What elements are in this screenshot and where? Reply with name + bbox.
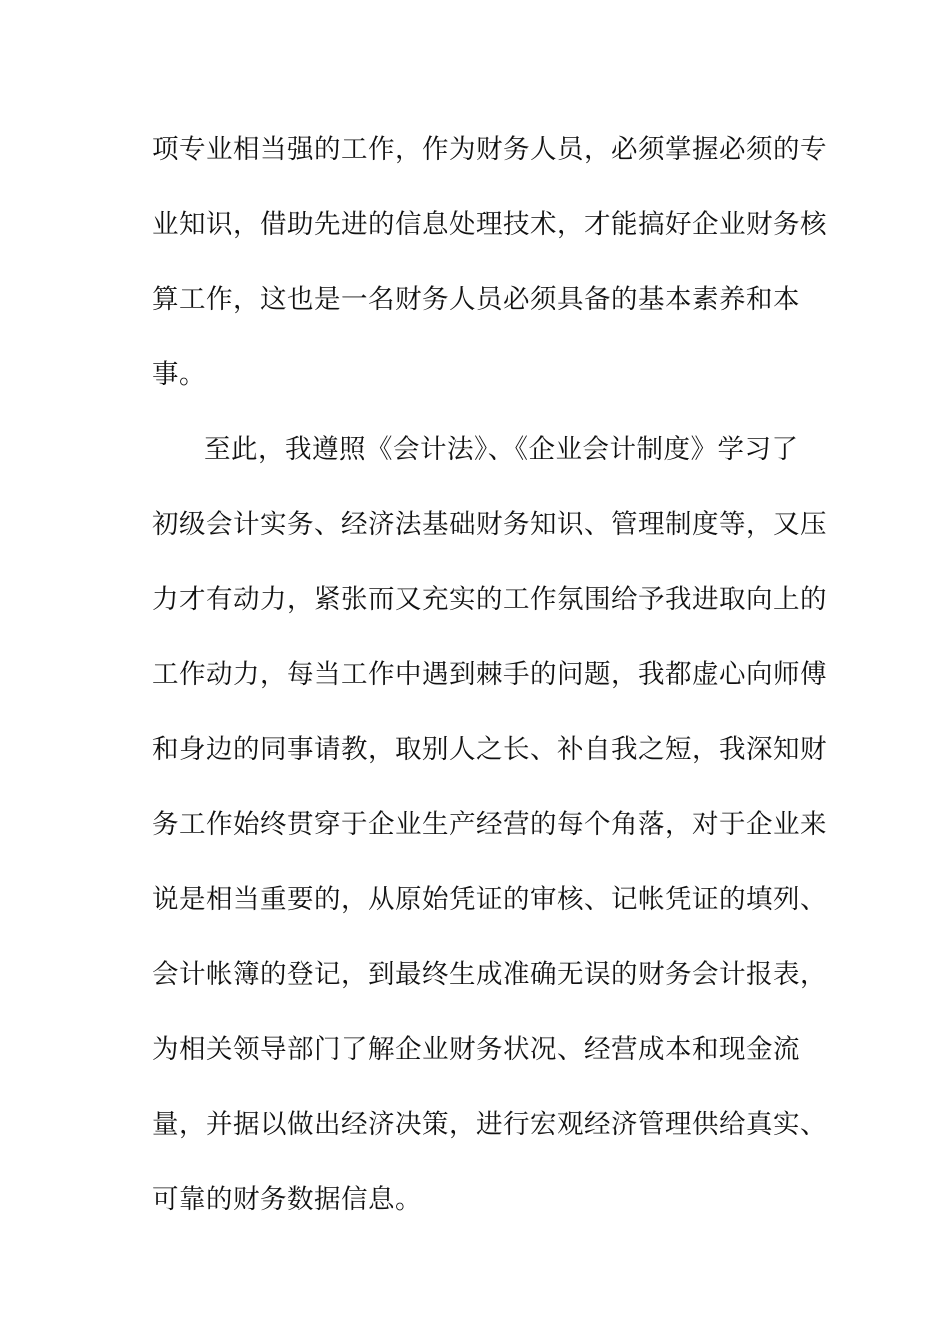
paragraph-line: 算工作，这也是一名财务人员必须具备的基本素养和本	[152, 284, 800, 315]
paragraph-line: 初级会计实务、经济法基础财务知识、管理制度等，又压	[152, 509, 827, 540]
paragraph-line: 可靠的财务数据信息。	[152, 1184, 422, 1215]
paragraph-line: 为相关领导部门了解企业财务状况、经营成本和现金流	[152, 1034, 800, 1065]
paragraph-line: 和身边的同事请教，取别人之长、补自我之短，我深知财	[152, 734, 827, 765]
paragraph-line: 工作动力，每当工作中遇到棘手的问题，我都虚心向师傅	[152, 659, 827, 690]
paragraph-line: 事。	[152, 359, 206, 390]
paragraph-line: 业知识，借助先进的信息处理技术，才能搞好企业财务核	[152, 209, 827, 240]
paragraph-line: 量，并据以做出经济决策，进行宏观经济管理供给真实、	[152, 1109, 827, 1140]
paragraph-line: 务工作始终贯穿于企业生产经营的每个角落，对于企业来	[152, 809, 827, 840]
paragraph-line: 会计帐簿的登记，到最终生成准确无误的财务会计报表，	[152, 959, 827, 990]
paragraph-line: 力才有动力，紧张而又充实的工作氛围给予我进取向上的	[152, 584, 827, 615]
paragraph-line: 说是相当重要的，从原始凭证的审核、记帐凭证的填列、	[152, 884, 827, 915]
paragraph-line: 项专业相当强的工作，作为财务人员，必须掌握必须的专	[152, 134, 827, 165]
paragraph-line: 至此，我遵照《会计法》、《企业会计制度》学习了	[204, 434, 799, 465]
